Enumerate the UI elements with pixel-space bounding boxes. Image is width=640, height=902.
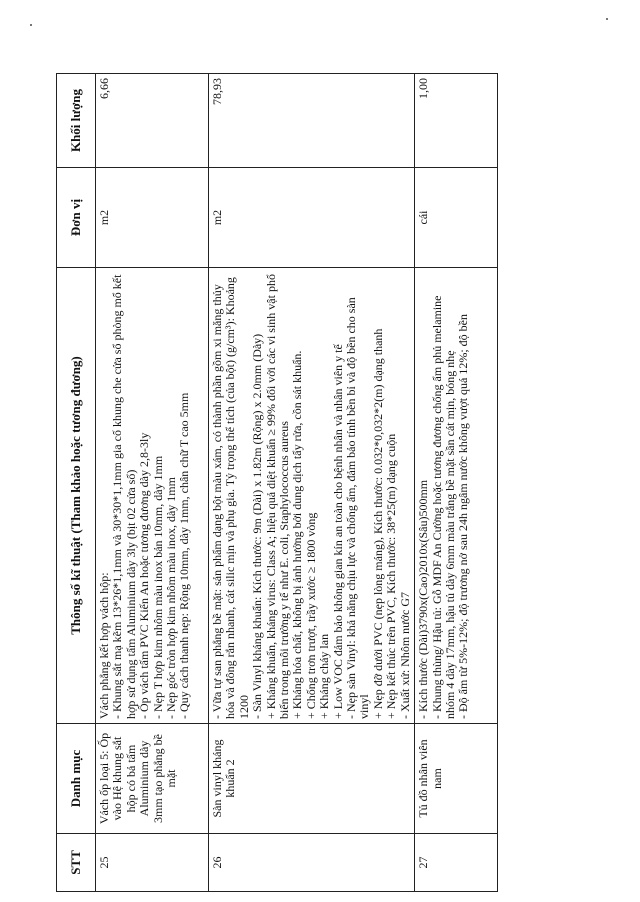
spec-line: - Nẹp T hợp kim nhôm màu inox bản 10mm, dày 1mm <box>150 455 165 719</box>
header-khoi-luong: Khối lượng <box>57 74 96 168</box>
spec-line: - Độ ẩm từ 5%-12%; độ trương nở sau 24h ngâm nước không vượt quá 12%; độ bền <box>456 313 471 719</box>
scan-speck <box>30 24 32 26</box>
spec-line: + Chống trơn trượt, trầy xước ≥ 1800 vòng <box>303 512 318 719</box>
spec-line: - Nẹp sàn Vinyl: khả năng chịu lực và chống ẩm, đảm bảo tính bền bỉ và độ bền cho sàn vinyl <box>344 297 372 719</box>
header-don-vi: Đơn vị <box>57 168 96 268</box>
spec-line: - Kích thước (Dài)3790x(Cao)2010x(Sâu)500mm <box>416 479 431 719</box>
header-thong-so: Thông số kĩ thuật (Tham khảo hoặc tương đương) <box>57 268 96 724</box>
cell-stt: 27 <box>415 834 498 892</box>
scan-speck <box>606 18 608 20</box>
cell-khoi-luong: 6,66 <box>96 74 209 168</box>
cell-danh-muc: Tủ đồ nhân viên nam <box>415 724 498 834</box>
spec-line: - Ốp vách tấm PVC Kiến An hoặc tương đương dày 2,8-3ly <box>137 432 152 719</box>
cell-don-vi: cái <box>415 168 498 268</box>
table-row <box>415 74 498 892</box>
spec-line: - Khung sắt mạ kẽm 13*26*1,1mm và 30*30*1,1mm gia cố khung che cửa sổ phòng mổ kết hợp sử dụng tấm Aluminium dày 3ly (bịt 02 cửa sổ) <box>110 274 138 719</box>
spec-line: - Xuất xứ: Nhôm nước G7 <box>397 591 412 719</box>
spec-line: - Quy cách thanh nẹp: Rộng 10mm, dày 1mm, chân chữ T cao 5mm <box>177 392 192 719</box>
spec-line: - Vữa tự san phẳng bề mặt: sản phẩm dạng bột màu xám, có thành phần gồm xi măng thủy hóa và đông rắn nhanh, cát silic mịn và phụ gia. Tỷ trọng thể tích (của bột) (g/cm³): Khoảng 1200 <box>210 277 251 719</box>
specification-table <box>56 73 498 892</box>
cell-don-vi: m2 <box>96 168 209 268</box>
table-header-row <box>57 74 96 892</box>
spec-line: + Nẹp đỡ dưới PVC (nẹp lòng máng), Kích thước: 0.032*0,032*2(m) dạng thanh <box>370 328 385 719</box>
spec-line: - Khung thùng/ Hậu tủ: Gỗ MDF An Cường hoặc tương đương chống ẩm phủ melamine nhóm 4 dày 17mm, hậu tủ dày 6mm màu trắng bề mặt sần cát mịn, bóng nhẹ <box>429 295 457 719</box>
spec-line: Vách phẳng kết hợp vách hộp: <box>97 572 111 719</box>
cell-stt: 25 <box>96 834 209 892</box>
header-stt: STT <box>57 834 96 892</box>
table-row <box>96 74 209 892</box>
cell-spec <box>96 268 209 724</box>
header-danh-muc: Danh mục <box>57 724 96 834</box>
table-row <box>209 74 415 892</box>
cell-stt: 26 <box>209 834 415 892</box>
spec-line: - Sàn Vinyl kháng khuẩn: Kích thước: 9m (Dài) x 1.82m (Rộng) x 2.0mm (Dày) <box>250 333 265 719</box>
spec-line: - Nẹp góc tròn hợp kim nhôm màu inox, dày 1mm <box>164 477 179 719</box>
spec-line: + Nẹp kết thúc trên PVC, Kích thước: 38*25(m) dạng cuộn <box>384 433 399 719</box>
cell-spec <box>209 268 415 724</box>
spec-line: + Kháng khuẩn, kháng virus: Class A; hiệu quả diệt khuẩn ≥ 99% đối với các vi sinh vật phổ biến trong môi trường y tế như E. coli, Staphylococcus aureus <box>263 274 292 719</box>
spec-line: + Kháng cháy lan <box>317 633 332 719</box>
cell-spec <box>415 268 498 724</box>
cell-khoi-luong: 1,00 <box>415 74 498 168</box>
cell-don-vi: m2 <box>209 168 415 268</box>
spec-line: + Low VOC đảm bảo không gian kín an toàn cho bệnh nhân và nhân viên y tế <box>330 344 345 719</box>
cell-khoi-luong: 78,93 <box>209 74 415 168</box>
spec-line: + Kháng hóa chất, không bị ảnh hưởng bởi dung dịch tẩy rửa, cồn sát khuẩn. <box>290 350 305 719</box>
cell-danh-muc: Sàn vinyl kháng khuẩn 2 <box>209 724 415 834</box>
cell-danh-muc: Vách ốp loại 5: Ốp vào Hệ khung sắt hộp có bả tấm Aluminium dày 3mm tạo phẳng bề mặt <box>96 724 209 834</box>
